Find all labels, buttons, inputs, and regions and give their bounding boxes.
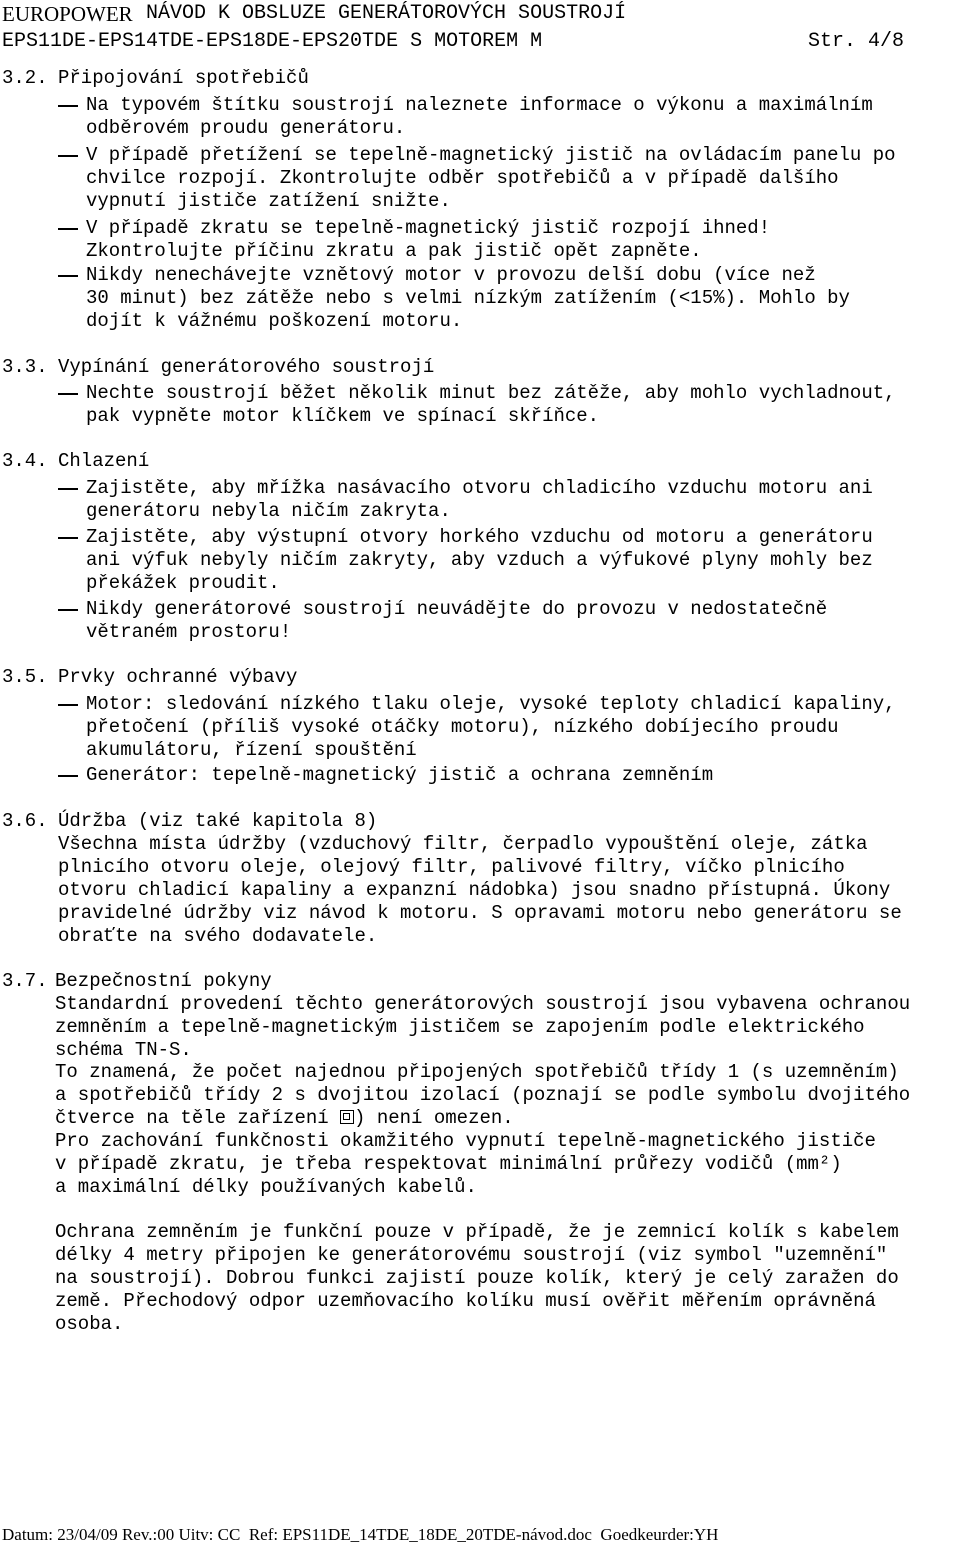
section-number: 3.7. — [2, 970, 48, 992]
model-list: EPS11DE-EPS14TDE-EPS18DE-EPS20TDE S MOTOREM M — [2, 30, 543, 53]
brand-name: EUROPOWER — [2, 2, 133, 26]
section-title: Údržba (viz také kapitola 8) — [58, 810, 378, 832]
text-line: v případě zkratu, je třeba respektovat minimální průřezy vodičů (mm²) — [55, 1153, 842, 1175]
section-title: Chlazení — [58, 450, 150, 472]
text-line: Všechna místa údržby (vzduchový filtr, čerpadlo vypouštění oleje, zátka — [58, 833, 868, 855]
text-line: ani výfuk nebyly ničím zakryty, aby vzduch a výfukové plyny mohly bez — [86, 549, 873, 571]
text-line: Pro zachování funkčnosti okamžitého vypnutí tepelně-magnetického jističe — [55, 1130, 876, 1152]
text-line: Nikdy nenechávejte vznětový motor v provozu delší dobu (více než — [86, 264, 816, 286]
text-line: plnicího otvoru oleje, olejový filtr, palivové filtry, víčko plnicího — [58, 856, 845, 878]
bullet-dash — [58, 488, 78, 490]
text-line: pravidelné údržby viz návod k motoru. S opravami motoru nebo generátoru se — [58, 902, 902, 924]
section-number: 3.5. — [2, 666, 48, 688]
text-line: překážek proudit. — [86, 572, 280, 594]
document-title: NÁVOD K OBSLUZE GENERÁTOROVÝCH SOUSTROJÍ — [146, 2, 627, 25]
footer-reference: Datum: 23/04/09 Rev.:00 Uitv: CC Ref: EPS11DE_14TDE_18DE_20TDE-návod.doc Goedkeurder:YH — [2, 1525, 719, 1544]
bullet-dash — [58, 155, 78, 157]
text-line: přetočení (příliš vysoké otáčky motoru), nízkého dobíjecího proudu — [86, 716, 839, 738]
text-line — [55, 1107, 514, 1130]
text-line: V případě zkratu se tepelně-magnetický jistič rozpojí ihned! — [86, 217, 771, 239]
text-line: země. Přechodový odpor uzemňovacího kolíku musí ověřit měřením oprávněná — [55, 1290, 876, 1312]
text-line: chvilce rozpojí. Zkontrolujte odběr spotřebičů a v případě dalšího — [86, 167, 839, 189]
text-line: větraném prostoru! — [86, 621, 292, 643]
bullet-dash — [58, 105, 78, 107]
text-line: Standardní provedení těchto generátorových soustrojí jsou vybavena ochranou — [55, 993, 911, 1015]
section-title: Bezpečnostní pokyny — [55, 970, 272, 992]
text-line: Nikdy generátorové soustrojí neuvádějte do provozu v nedostatečně — [86, 598, 828, 620]
text-line: délky 4 metry připojen ke generátorovému soustrojí (viz symbol "uzemnění" — [55, 1244, 888, 1266]
text-line: odběrovém proudu generátoru. — [86, 117, 406, 139]
bullet-dash — [58, 228, 78, 230]
double-insulation-icon — [340, 1110, 354, 1124]
text-line: Generátor: tepelně-magnetický jistič a ochrana zemněním — [86, 764, 714, 786]
section-title: Prvky ochranné výbavy — [58, 666, 298, 688]
text-line: Nechte soustrojí běžet několik minut bez zátěže, aby mohlo vychladnout, — [86, 382, 896, 404]
section-title: Připojování spotřebičů — [58, 67, 309, 89]
text-line: Zkontrolujte příčinu zkratu a pak jistič opět zapněte. — [86, 240, 702, 262]
text-line: zemněním a tepelně-magnetickým jističem se zapojením podle elektrického — [55, 1016, 865, 1038]
section-number: 3.4. — [2, 450, 48, 472]
text-line: vypnutí jističe zatížení snižte. — [86, 190, 451, 212]
bullet-dash — [58, 275, 78, 277]
bullet-dash — [58, 609, 78, 611]
bullet-dash — [58, 775, 78, 777]
text-line: Zajistěte, aby výstupní otvory horkého vzduchu od motoru a generátoru — [86, 526, 873, 548]
bullet-dash — [58, 537, 78, 539]
text-line: generátoru nebyla ničím zakryta. — [86, 500, 451, 522]
section-title: Vypínání generátorového soustrojí — [58, 356, 435, 378]
section-number: 3.3. — [2, 356, 48, 378]
text-line: osoba. — [55, 1313, 124, 1335]
text-line: Motor: sledování nízkého tlaku oleje, vysoké teploty chladicí kapaliny, — [86, 693, 896, 715]
bullet-dash — [58, 393, 78, 395]
text-line: obraťte na svého dodavatele. — [58, 925, 378, 947]
bullet-dash — [58, 704, 78, 706]
text-line: dojít k vážnému poškození motoru. — [86, 310, 463, 332]
section-number: 3.2. — [2, 67, 48, 89]
text-line: V případě přetížení se tepelně-magnetický jistič na ovládacím panelu po — [86, 144, 896, 166]
text-line: na soustrojí). Dobrou funkci zajistí pouze kolík, který je celý zaražen do — [55, 1267, 899, 1289]
text-line: Zajistěte, aby mřížka nasávacího otvoru chladicího vzduchu motoru ani — [86, 477, 873, 499]
text-line: a maximální délky používaných kabelů. — [55, 1176, 477, 1198]
text-line: Ochrana zemněním je funkční pouze v případě, že je zemnicí kolík s kabelem — [55, 1221, 899, 1243]
text-fragment: čtverce na těle zařízení — [55, 1107, 341, 1129]
text-line: schéma TN-S. — [55, 1039, 192, 1061]
text-line: a spotřebičů třídy 2 s dvojitou izolací (poznají se podle symbolu dvojitého — [55, 1084, 911, 1106]
text-line: pak vypněte motor klíčkem ve spínací skříňce. — [86, 405, 600, 427]
text-line: akumulátoru, řízení spouštění — [86, 739, 417, 761]
text-line: Na typovém štítku soustrojí naleznete informace o výkonu a maximálním — [86, 94, 873, 116]
page-number: Str. 4/8 — [808, 30, 905, 53]
section-number: 3.6. — [2, 810, 48, 832]
text-fragment: ) není omezen. — [354, 1107, 514, 1129]
text-line: 30 minut) bez zátěže nebo s velmi nízkým zatížením (<15%). Mohlo by — [86, 287, 850, 309]
text-line: To znamená, že počet najednou připojených spotřebičů třídy 1 (s uzemněním) — [55, 1061, 899, 1083]
text-line: otvoru chladicí kapaliny a expanzní nádobka) jsou snadno přístupná. Úkony — [58, 879, 891, 901]
